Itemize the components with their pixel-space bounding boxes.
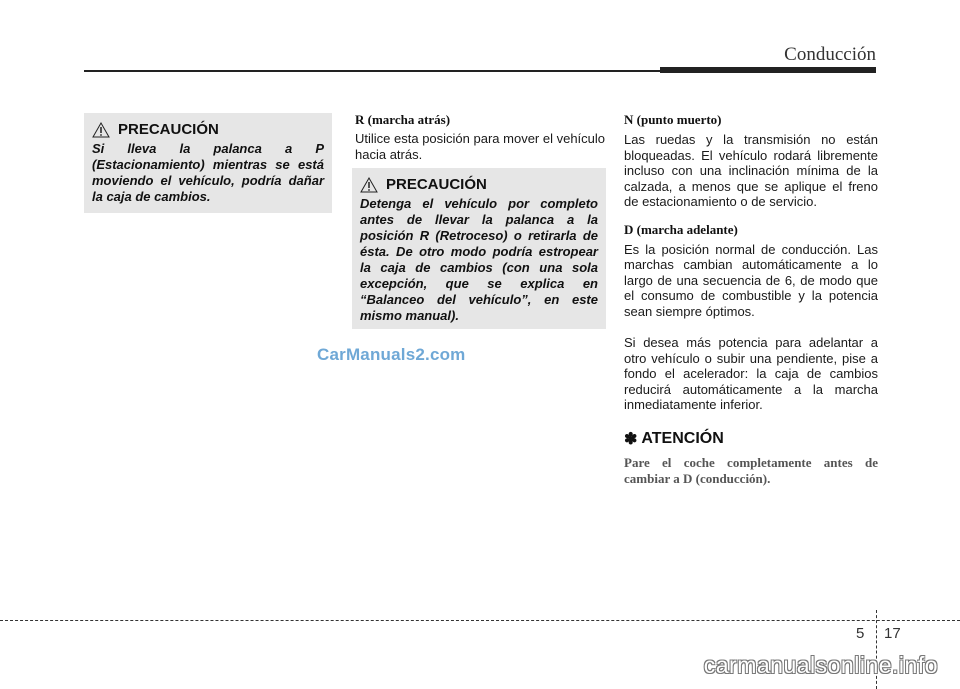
caution-text: Detenga el vehículo por completo antes de llevar la palanca a la posición R (Retroceso) o retirarla de ésta. De otro modo podría estropear la caja de cambios (con una sola excepción, que se explica en “Balanceo del vehículo”, en este mismo manual).	[360, 196, 598, 323]
column-reverse	[355, 112, 605, 162]
attention-title-row	[624, 429, 878, 449]
section-text-reverse: Utilice esta posición para mover el vehículo hacia atrás.	[355, 131, 606, 162]
section-heading-reverse: R (marcha atrás)	[355, 112, 451, 127]
section-text-drive: Es la posición normal de conducción. Las marchas cambian automáticamente a lo largo de una secuencia de 6, de modo que el consumo de combustible y la potencia sean siempre óptimos.	[624, 241, 878, 319]
warning-triangle-icon	[92, 122, 110, 138]
attention-title: ATENCIÓN	[641, 429, 724, 447]
caution-title: PRECAUCIÓN	[386, 176, 487, 193]
section-heading-drive: D (marcha adelante)	[624, 221, 738, 237]
caution-box-reverse	[352, 168, 606, 329]
section-text-neutral: Las ruedas y la transmisión no están bloqueadas. El vehículo rodará libremente incluso con una inclinación mínima de la calzada, a menos que se aplique el freno de estacionamiento o de servicio.	[624, 132, 878, 209]
site-watermark: carmanualsonline.info	[703, 652, 938, 678]
caution-title-row	[92, 121, 324, 138]
caution-text: Si lleva la palanca a P (Estacionamiento) mientras se está moviendo el vehículo, podría dañar la caja de cambios.	[92, 141, 324, 204]
watermark-link[interactable]: CarManuals2.com	[317, 345, 466, 364]
warning-triangle-icon	[360, 177, 378, 193]
footer-rule	[0, 620, 960, 621]
header-rule	[84, 70, 660, 72]
header-rule-thick	[660, 67, 876, 73]
section-heading-neutral: N (punto muerto)	[624, 112, 722, 127]
chapter-number: 5	[856, 625, 865, 642]
attention-text: Pare el coche completamente antes de cambiar a D (conducción).	[624, 454, 878, 486]
column-neutral-drive	[624, 112, 878, 487]
caution-box-park	[84, 113, 332, 213]
page-header-title: Conducción	[784, 44, 876, 65]
page-number: 17	[884, 625, 901, 642]
section-text-drive-extra: Si desea más potencia para adelantar a otro vehículo o subir una pendiente, pise a fondo el acelerador: la caja de cambios reducirá automáticamente a la marcha inmediatamente inferior.	[624, 335, 878, 412]
attention-star-icon: ✽	[624, 430, 638, 448]
caution-title-row	[360, 176, 598, 193]
caution-title: PRECAUCIÓN	[118, 121, 219, 138]
